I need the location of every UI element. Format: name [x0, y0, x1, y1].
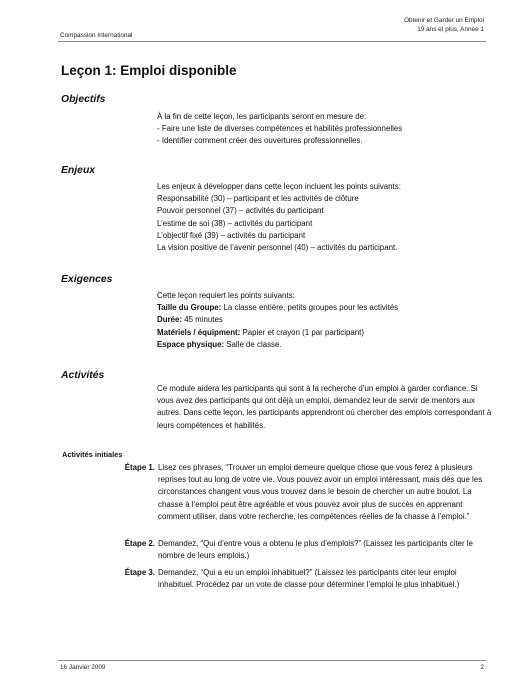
section-heading-enjeux: Enjeux	[61, 165, 96, 176]
activites-paragraph: Ce module aidera les participants qui sont à la recherche d’un emploi à garder confiance. Si vous avez des participants qui ont déjà un emploi, demandez leur de servir de mentors aux autres. Dans cette leçon, les participants apprendront où chercher des emplois correspondant à leurs compétences et habilités.	[157, 384, 492, 430]
step-text: Demandez, “Qui a eu un emploi inhabituel?” (Laissez les participants citer leur emploi inhabituel. Procédez par un vote de classe pour déterminer l’emploi le plus inhabituel.)	[158, 568, 460, 590]
objectifs-body	[157, 111, 492, 148]
exigences-item-value: Papier et crayon (1 par participant)	[240, 327, 364, 337]
enjeux-body	[157, 181, 492, 254]
exigences-item-label: Matériels / équipment:	[157, 327, 241, 337]
page-title: Leçon 1: Emploi disponible	[61, 63, 237, 78]
step-label: Étape 1.	[124, 463, 155, 472]
exigences-item-label: Taille du Groupe:	[157, 303, 222, 313]
exigences-item	[157, 339, 492, 351]
footer-divider	[58, 660, 486, 661]
exigences-intro: Cette leçon requiert les points suivants:	[157, 291, 295, 300]
header-org: Compassion International	[60, 32, 133, 39]
enjeux-line: Responsabilité (30) – participant et les activités de clôture	[157, 194, 359, 204]
header-divider	[58, 41, 486, 42]
subsection-heading-activites-initiales: Activités initiales	[62, 450, 123, 459]
objectifs-line: - Faire une liste de diverses compétences et habilités professionnelles	[157, 124, 403, 134]
enjeux-line: L’estime de soi (38) – activités du participant	[157, 218, 313, 228]
exigences-item	[157, 314, 492, 326]
enjeux-line: Les enjeux à développer dans cette leçon incluent les points suivants:	[157, 182, 401, 191]
enjeux-line: Pouvoir personnel (37) – activités du participant	[157, 206, 324, 216]
exigences-item-label: Espace physique:	[157, 339, 225, 349]
exigences-item-value: 45 minutes	[182, 315, 223, 325]
exigences-item-value: La classe entière, petits groupes pour les activités	[221, 303, 399, 313]
exigences-item	[157, 327, 492, 339]
section-heading-exigences: Exigences	[61, 274, 113, 285]
section-heading-objectifs: Objectifs	[61, 94, 106, 105]
step-text: Lisez ces phrases, “Trouver un emploi demeure quelque chose que vous ferez à plusieurs reprises tout au long de votre vie. Vous pouvez avoir un emploi intéressant, mais dès que les circonstances changent vous vous trouvez dans le besoin de chercher un autre boulot. La chasse à l’emploi peut être agréable et vous pouvez avoir plus de succès en apprenant comment utiliser, dans votre recherche, les compétences réelles de la chasse à l’emploi.”	[158, 463, 483, 521]
header-right	[404, 17, 484, 34]
step-1	[62, 462, 494, 523]
footer-date: 16 Janvier 2009	[60, 664, 106, 671]
step-text: Demandez, “Qui d’entre vous a obtenu le plus d’emplois?” (Laissez les participants citer le nombre de leurs emplois.)	[158, 539, 473, 561]
step-label: Étape 3.	[124, 568, 155, 577]
enjeux-line: L’objectif fixé (39) – activités du participant	[157, 230, 306, 240]
header-audience: 19 ans et plus, Année 1	[417, 25, 484, 33]
objectifs-line: À la fin de cette leçon, les participants seront en mesure de:	[157, 112, 367, 121]
exigences-item-value: Salle de classe.	[224, 339, 282, 349]
step-label: Étape 2.	[124, 539, 155, 548]
objectifs-line: - Identifier comment créer des ouvertures professionnelles.	[157, 136, 363, 146]
page-number: 2	[480, 664, 484, 671]
exigences-body	[157, 290, 492, 351]
exigences-item	[157, 302, 492, 314]
step-3	[62, 567, 494, 591]
enjeux-line: La vision positive de l’avenir personnel (40) – activités du participant.	[157, 243, 398, 253]
step-2	[62, 538, 494, 562]
header-doc-title: Obtenir et Garder un Emploi	[404, 17, 484, 24]
section-heading-activites: Activités	[61, 370, 105, 381]
exigences-item-label: Durée:	[157, 315, 182, 325]
